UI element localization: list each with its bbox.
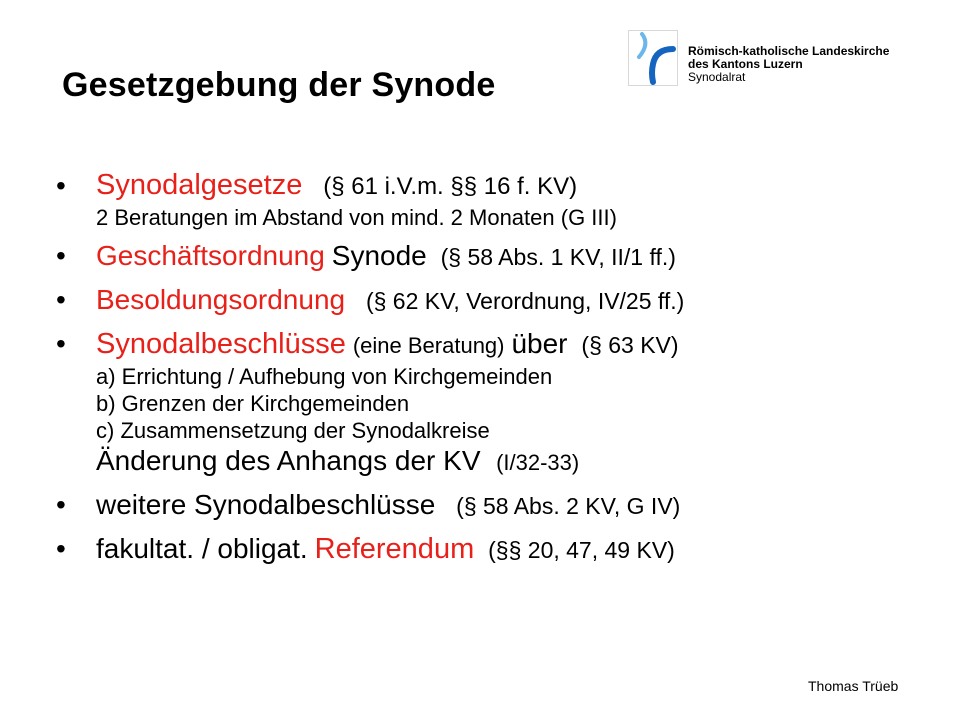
slide-title: Gesetzgebung der Synode	[62, 66, 496, 104]
term-geschaeftsordnung: Geschäftsordnung	[96, 240, 325, 271]
ref-synodalbeschluesse: (§ 63 KV)	[581, 332, 679, 358]
bullet-list	[56, 168, 936, 568]
logo-line-3: Synodalrat	[688, 70, 746, 84]
ref-geschaeftsordnung: (§ 58 Abs. 1 KV, II/1 ff.)	[440, 244, 676, 270]
sub-item-c: c) Zusammensetzung der Synodalkreise	[96, 418, 490, 443]
logo	[628, 30, 678, 86]
term-besoldungsordnung: Besoldungsordnung	[96, 284, 346, 315]
bullet-besoldungsordnung	[56, 282, 936, 319]
word-ueber: über	[511, 328, 568, 359]
anhang-text: Änderung des Anhangs der KV	[96, 445, 481, 476]
ref-weitere: (§ 58 Abs. 2 KV, G IV)	[456, 493, 681, 519]
bullet-weitere	[56, 487, 936, 524]
term-synodalbeschluesse: Synodalbeschlüsse	[96, 328, 346, 360]
synodalgesetze-detail: 2 Beratungen im Abstand von mind. 2 Monaten (G III)	[96, 205, 617, 230]
logo-line-2: des Kantons Luzern	[688, 57, 803, 71]
bullet-dot: •	[56, 240, 66, 271]
paren-eine-beratung: (eine Beratung)	[352, 333, 505, 358]
ref-synodalgesetze: (§ 61 i.V.m. §§ 16 f. KV)	[323, 173, 578, 200]
bullet-referendum	[56, 531, 936, 568]
text-weitere: weitere Synodalbeschlüsse	[96, 489, 436, 520]
ref-referendum: (§§ 20, 47, 49 KV)	[488, 537, 675, 563]
bullet-dot: •	[56, 489, 66, 520]
text-fakultat-obligat: fakultat. / obligat.	[96, 533, 308, 564]
term-synode: Synode	[331, 240, 427, 271]
footer-author: Thomas Trüeb	[808, 678, 899, 694]
bullet-geschaeftsordnung	[56, 238, 936, 275]
sub-item-b: b) Grenzen der Kirchgemeinden	[96, 391, 410, 416]
anhang-line	[96, 444, 936, 480]
anhang-ref: (I/32-33)	[496, 450, 580, 475]
landeskirche-logo-icon	[629, 31, 677, 85]
term-synodalgesetze: Synodalgesetze	[96, 169, 303, 201]
logo-text	[688, 45, 889, 84]
bullet-dot: •	[56, 284, 66, 315]
ref-besoldungsordnung: (§ 62 KV, Verordnung, IV/25 ff.)	[365, 288, 685, 314]
bullet-dot: •	[56, 533, 66, 564]
logo-line-1: Römisch-katholische Landeskirche	[688, 44, 890, 58]
bullet-dot: •	[56, 170, 66, 201]
bullet-synodalbeschluesse	[56, 326, 936, 480]
term-referendum: Referendum	[314, 533, 475, 565]
bullet-dot: •	[56, 328, 66, 359]
bullet-synodalgesetze	[56, 168, 936, 231]
sub-item-a: a) Errichtung / Aufhebung von Kirchgemeinden	[96, 364, 553, 389]
